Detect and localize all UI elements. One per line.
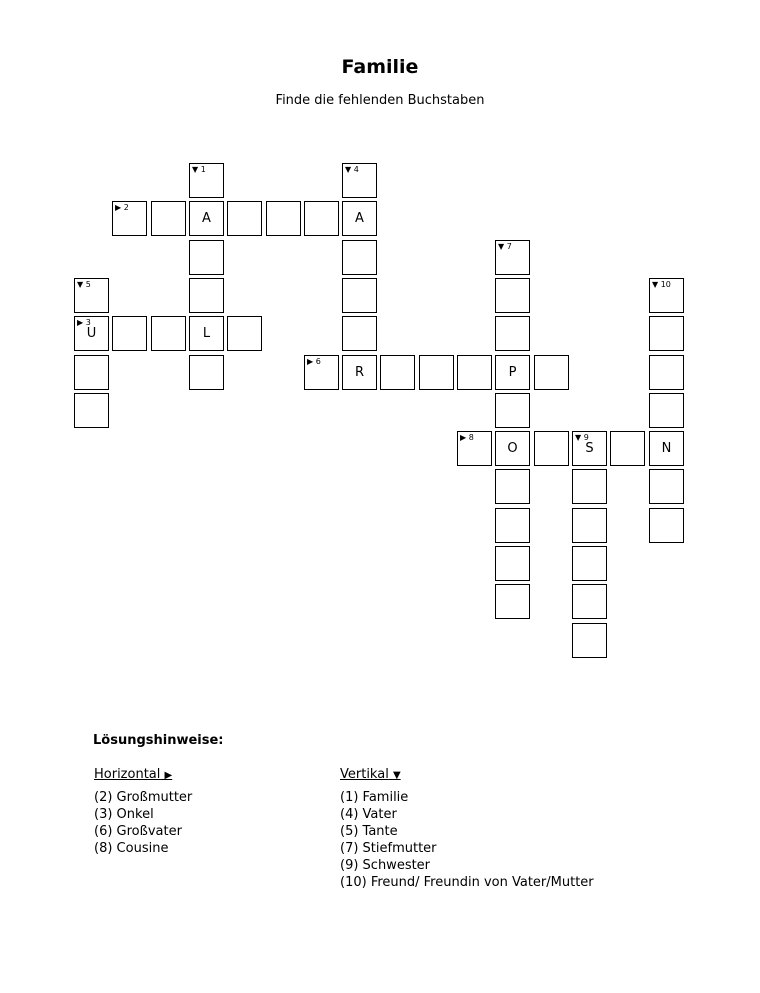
crossword-cell[interactable] xyxy=(342,240,377,275)
crossword-cell[interactable] xyxy=(227,316,262,351)
clue-item: (3) Onkel xyxy=(94,807,154,822)
crossword-cell[interactable] xyxy=(495,508,530,543)
clue-item: (2) Großmutter xyxy=(94,790,193,805)
crossword-cell[interactable] xyxy=(649,355,684,390)
clue-number: ▼ 1 xyxy=(192,165,206,174)
crossword-cell[interactable] xyxy=(572,469,607,504)
crossword-cell[interactable] xyxy=(495,240,530,275)
given-letter: R xyxy=(354,365,365,380)
crossword-cell[interactable] xyxy=(572,508,607,543)
clue-number: ▼ 5 xyxy=(77,280,91,289)
down-heading-label: Vertikal xyxy=(340,767,389,782)
crossword-cell[interactable] xyxy=(495,355,530,390)
crossword-cell[interactable] xyxy=(74,316,109,351)
clue-item: (7) Stiefmutter xyxy=(340,841,437,856)
down-heading xyxy=(340,766,594,784)
clue-item: (1) Familie xyxy=(340,790,409,805)
crossword-cell[interactable] xyxy=(572,584,607,619)
crossword-cell[interactable] xyxy=(189,278,224,313)
crossword-cell[interactable] xyxy=(342,278,377,313)
clue-number: ▶ 3 xyxy=(77,318,91,327)
given-letter: S xyxy=(585,441,594,456)
crossword-cell[interactable] xyxy=(572,623,607,658)
crossword-cell[interactable] xyxy=(457,355,492,390)
crossword-cell[interactable] xyxy=(380,355,415,390)
crossword-cell[interactable] xyxy=(649,508,684,543)
crossword-cell[interactable] xyxy=(572,431,607,466)
clue-number: ▶ 8 xyxy=(460,433,474,442)
crossword-cell[interactable] xyxy=(495,584,530,619)
crossword-cell[interactable] xyxy=(112,316,147,351)
across-clues xyxy=(94,766,192,857)
crossword-cell[interactable] xyxy=(342,316,377,351)
given-letter: A xyxy=(355,211,364,226)
crossword-cell[interactable] xyxy=(495,546,530,581)
clue-item: (5) Tante xyxy=(340,824,398,839)
clue-number: ▼ 9 xyxy=(575,433,589,442)
clue-item: (6) Großvater xyxy=(94,824,182,839)
across-clue-list xyxy=(94,789,192,857)
crossword-cell[interactable] xyxy=(304,355,339,390)
crossword-cell[interactable] xyxy=(495,278,530,313)
crossword-cell[interactable] xyxy=(189,163,224,198)
given-letter: L xyxy=(202,326,211,341)
crossword-cell[interactable] xyxy=(112,201,147,236)
crossword-cell[interactable] xyxy=(189,240,224,275)
across-heading-label: Horizontal xyxy=(94,767,161,782)
crossword-cell[interactable] xyxy=(610,431,645,466)
given-letter: P xyxy=(508,365,517,380)
clue-item: (9) Schwester xyxy=(340,858,431,873)
crossword-cell[interactable] xyxy=(534,355,569,390)
crossword-cell[interactable] xyxy=(304,201,339,236)
crossword-cell[interactable] xyxy=(151,201,186,236)
crossword-cell[interactable] xyxy=(189,316,224,351)
down-clues xyxy=(340,766,594,891)
clue-number: ▼ 7 xyxy=(498,242,512,251)
hints-heading: Lösungshinweise: xyxy=(93,733,224,748)
across-heading xyxy=(94,766,192,784)
clue-number: ▼ 10 xyxy=(652,280,671,289)
page-title: Familie xyxy=(341,56,419,78)
given-letter: N xyxy=(661,441,672,456)
crossword-cell[interactable] xyxy=(342,355,377,390)
crossword-cell[interactable] xyxy=(419,355,454,390)
clue-number: ▶ 6 xyxy=(307,357,321,366)
crossword-cell[interactable] xyxy=(74,278,109,313)
crossword-cell[interactable] xyxy=(495,469,530,504)
page-subtitle: Finde die fehlenden Buchstaben xyxy=(275,93,485,108)
crossword-cell[interactable] xyxy=(534,431,569,466)
crossword-cell[interactable] xyxy=(227,201,262,236)
crossword-cell[interactable] xyxy=(342,201,377,236)
given-letter: A xyxy=(202,211,211,226)
crossword-cell[interactable] xyxy=(74,393,109,428)
crossword-cell[interactable] xyxy=(342,163,377,198)
crossword-cell[interactable] xyxy=(495,431,530,466)
crossword-cell[interactable] xyxy=(151,316,186,351)
down-clue-list xyxy=(340,789,594,891)
crossword-cell[interactable] xyxy=(457,431,492,466)
crossword-cell[interactable] xyxy=(649,393,684,428)
crossword-cell[interactable] xyxy=(649,278,684,313)
crossword-cell[interactable] xyxy=(74,355,109,390)
clue-number: ▼ 4 xyxy=(345,165,359,174)
given-letter: O xyxy=(507,441,518,456)
crossword-cell[interactable] xyxy=(495,393,530,428)
crossword-cell[interactable] xyxy=(189,355,224,390)
crossword-cell[interactable] xyxy=(495,316,530,351)
right-arrow-icon: ▶ xyxy=(164,770,173,781)
crossword-cell[interactable] xyxy=(572,546,607,581)
clue-item: (4) Vater xyxy=(340,807,397,822)
given-letter: U xyxy=(86,326,97,341)
crossword-cell[interactable] xyxy=(649,316,684,351)
crossword-cell[interactable] xyxy=(649,431,684,466)
clue-number: ▶ 2 xyxy=(115,203,129,212)
clue-item: (10) Freund/ Freundin von Vater/Mutter xyxy=(340,875,594,890)
down-arrow-icon: ▼ xyxy=(392,770,401,781)
crossword-cell[interactable] xyxy=(649,469,684,504)
crossword-cell[interactable] xyxy=(189,201,224,236)
clue-item: (8) Cousine xyxy=(94,841,169,856)
crossword-cell[interactable] xyxy=(266,201,301,236)
